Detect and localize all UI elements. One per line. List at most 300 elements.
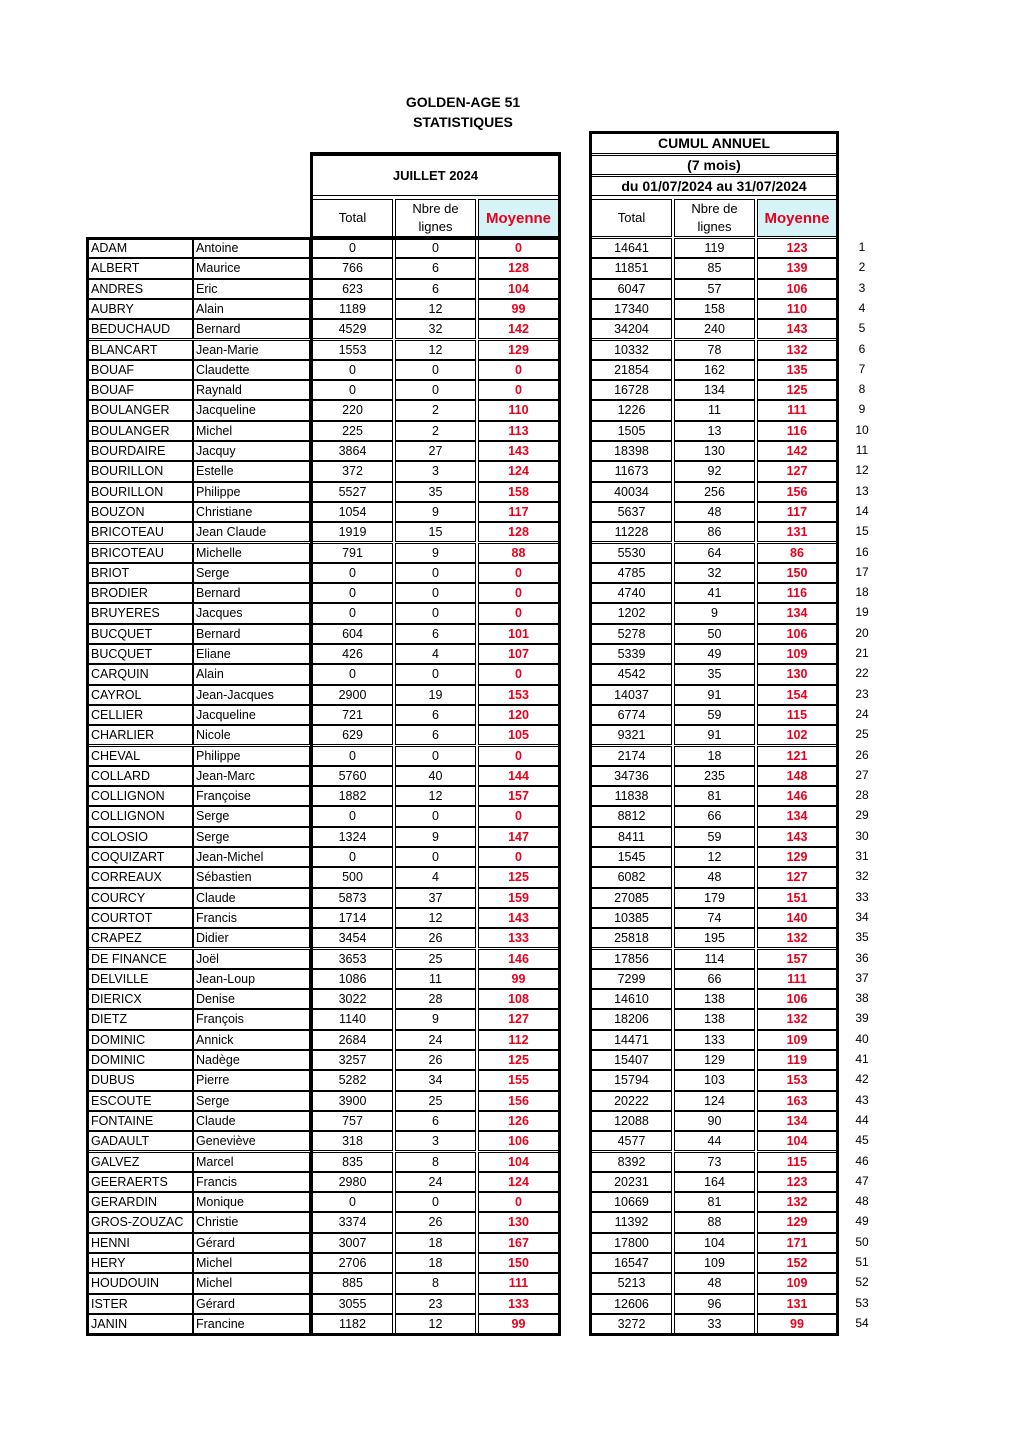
row-number: 6 (858, 341, 866, 356)
cumul-moyenne-cell: 134 (757, 1111, 837, 1131)
month-total-cell: 0 (312, 664, 393, 684)
month-moyenne-header: Moyenne (478, 199, 559, 237)
prenom-cell: Jean-Marc (193, 766, 310, 786)
month-lignes-cell: 0 (395, 664, 476, 684)
cumul-lignes-cell: 59 (674, 705, 755, 725)
cumul-moyenne-cell: 157 (757, 949, 837, 969)
prenom-cell: Didier (193, 928, 310, 948)
cumul-total-cell: 9321 (591, 725, 672, 745)
cumul-moyenne-cell: 109 (757, 1030, 837, 1050)
nom-cell: CARQUIN (88, 664, 193, 684)
month-lignes-cell: 2 (395, 400, 476, 420)
table-row (0, 705, 1024, 725)
month-moyenne-cell: 142 (478, 319, 559, 339)
nom-cell: DOMINIC (88, 1050, 193, 1070)
cumul-moyenne-cell: 109 (757, 644, 837, 664)
cumul-moyenne-cell: 129 (757, 1212, 837, 1232)
month-total-cell: 3900 (312, 1091, 393, 1111)
prenom-cell: Gérard (193, 1294, 310, 1314)
cumul-total-cell: 20231 (591, 1172, 672, 1192)
month-moyenne-cell: 0 (478, 1192, 559, 1212)
cumul-lignes-cell: 164 (674, 1172, 755, 1192)
cumul-moyenne-cell: 148 (757, 766, 837, 786)
month-total-cell: 5527 (312, 482, 393, 502)
cumul-moyenne-cell: 130 (757, 664, 837, 684)
nom-cell: HOUDOUIN (88, 1273, 193, 1293)
month-moyenne-cell: 112 (478, 1030, 559, 1050)
cumul-total-cell: 18398 (591, 441, 672, 461)
month-moyenne-cell: 105 (478, 725, 559, 745)
month-lignes-cell: 0 (395, 360, 476, 380)
prenom-cell: Monique (193, 1192, 310, 1212)
month-moyenne-cell: 133 (478, 1294, 559, 1314)
nom-cell: COURCY (88, 888, 193, 908)
table-row (0, 522, 1024, 542)
month-moyenne-cell: 150 (478, 1253, 559, 1273)
prenom-cell: Eliane (193, 644, 310, 664)
table-row (0, 1009, 1024, 1029)
table-row (0, 949, 1024, 969)
row-number: 14 (855, 503, 869, 518)
row-number: 20 (855, 625, 869, 640)
month-lignes-cell: 9 (395, 1009, 476, 1029)
cumul-lignes-cell: 50 (674, 624, 755, 644)
month-total-cell: 1324 (312, 827, 393, 847)
cumul-total-cell: 27085 (591, 888, 672, 908)
cumul-moyenne-cell: 131 (757, 1294, 837, 1314)
table-row (0, 1212, 1024, 1232)
prenom-cell: Estelle (193, 461, 310, 481)
nom-cell: CHARLIER (88, 725, 193, 745)
nom-cell: BRICOTEAU (88, 522, 193, 542)
nom-cell: BOURDAIRE (88, 441, 193, 461)
month-total-cell: 623 (312, 279, 393, 299)
cumul-moyenne-cell: 111 (757, 400, 837, 420)
nom-cell: BOURILLON (88, 461, 193, 481)
prenom-cell: Philippe (193, 746, 310, 766)
nom-cell: DELVILLE (88, 969, 193, 989)
row-number: 50 (855, 1234, 869, 1249)
nom-cell: GEERAERTS (88, 1172, 193, 1192)
row-number: 53 (855, 1295, 869, 1310)
row-number: 46 (855, 1153, 869, 1168)
month-moyenne-cell: 0 (478, 563, 559, 583)
prenom-cell: Geneviève (193, 1131, 310, 1151)
month-moyenne-cell: 0 (478, 746, 559, 766)
month-moyenne-cell: 128 (478, 258, 559, 278)
cumul-moyenne-cell: 163 (757, 1091, 837, 1111)
month-total-cell: 3055 (312, 1294, 393, 1314)
prenom-cell: Gérard (193, 1233, 310, 1253)
month-total-cell: 2900 (312, 685, 393, 705)
cumul-total-cell: 10385 (591, 908, 672, 928)
cumul-lignes-cell: 44 (674, 1131, 755, 1151)
month-moyenne-cell: 147 (478, 827, 559, 847)
nom-cell: COQUIZART (88, 847, 193, 867)
row-number: 34 (855, 909, 869, 924)
row-number: 48 (855, 1194, 869, 1209)
month-lignes-cell: 12 (395, 299, 476, 319)
row-number: 12 (855, 463, 869, 478)
cumul-moyenne-cell: 110 (757, 299, 837, 319)
table-row (0, 400, 1024, 420)
cumul-lignes-cell: 85 (674, 258, 755, 278)
cumul-lignes-cell: 66 (674, 969, 755, 989)
cumul-moyenne-cell: 104 (757, 1131, 837, 1151)
prenom-cell: Michel (193, 1253, 310, 1273)
month-moyenne-cell: 127 (478, 1009, 559, 1029)
month-lignes-cell: 32 (395, 319, 476, 339)
month-total-cell: 2980 (312, 1172, 393, 1192)
cumul-total-cell: 11838 (591, 786, 672, 806)
prenom-cell: Bernard (193, 583, 310, 603)
row-number: 47 (855, 1173, 869, 1188)
month-total-cell: 3007 (312, 1233, 393, 1253)
cumul-lignes-cell: 104 (674, 1233, 755, 1253)
month-lignes-cell: 25 (395, 949, 476, 969)
row-number: 45 (855, 1133, 869, 1148)
row-number: 32 (855, 869, 869, 884)
month-lignes-cell: 26 (395, 928, 476, 948)
table-row (0, 380, 1024, 400)
cumul-lignes-cell: 66 (674, 806, 755, 826)
table-row (0, 1152, 1024, 1172)
table-row (0, 482, 1024, 502)
row-number: 28 (855, 788, 869, 803)
month-total-cell: 2684 (312, 1030, 393, 1050)
nom-cell: ANDRES (88, 279, 193, 299)
month-lignes-header (395, 199, 476, 237)
month-total-cell: 757 (312, 1111, 393, 1131)
month-lignes-cell: 6 (395, 705, 476, 725)
table-row (0, 1111, 1024, 1131)
month-moyenne-cell: 0 (478, 664, 559, 684)
cumul-moyenne-cell: 146 (757, 786, 837, 806)
month-moyenne-cell: 157 (478, 786, 559, 806)
nom-cell: DE FINANCE (88, 949, 193, 969)
month-lignes-cell: 12 (395, 908, 476, 928)
month-moyenne-cell: 125 (478, 867, 559, 887)
cumul-total-cell: 16728 (591, 380, 672, 400)
cumul-total-cell: 1545 (591, 847, 672, 867)
month-lignes-cell: 24 (395, 1172, 476, 1192)
cumul-total-cell: 5530 (591, 543, 672, 563)
cumul-lignes-cell: 73 (674, 1152, 755, 1172)
month-lignes-cell: 15 (395, 522, 476, 542)
month-lignes-cell: 25 (395, 1091, 476, 1111)
cumul-total-cell: 1202 (591, 603, 672, 623)
table-row (0, 502, 1024, 522)
month-moyenne-cell: 101 (478, 624, 559, 644)
month-total-cell: 1054 (312, 502, 393, 522)
table-row (0, 766, 1024, 786)
month-total-cell: 225 (312, 421, 393, 441)
table-row (0, 461, 1024, 481)
prenom-cell: Denise (193, 989, 310, 1009)
month-moyenne-cell: 104 (478, 279, 559, 299)
row-number: 15 (855, 524, 869, 539)
cumul-total-cell: 5637 (591, 502, 672, 522)
nom-cell: BUCQUET (88, 624, 193, 644)
nom-cell: COLLIGNON (88, 806, 193, 826)
row-number: 17 (855, 564, 869, 579)
cumul-moyenne-cell: 135 (757, 360, 837, 380)
table-row (0, 360, 1024, 380)
prenom-cell: Christie (193, 1212, 310, 1232)
cumul-lignes-cell: 59 (674, 827, 755, 847)
cumul-moyenne-cell: 123 (757, 238, 837, 258)
row-number: 9 (858, 402, 866, 417)
cumul-lignes-cell: 129 (674, 1050, 755, 1070)
month-total-cell: 3257 (312, 1050, 393, 1070)
cumul-total-cell: 11673 (591, 461, 672, 481)
table-row (0, 340, 1024, 360)
prenom-cell: Jean-Marie (193, 340, 310, 360)
cumul-total-cell: 4785 (591, 563, 672, 583)
cumul-total-cell: 12606 (591, 1294, 672, 1314)
cumul-moyenne-cell: 143 (757, 319, 837, 339)
prenom-cell: Serge (193, 806, 310, 826)
month-moyenne-cell: 88 (478, 543, 559, 563)
month-total-cell: 3454 (312, 928, 393, 948)
row-number: 49 (855, 1214, 869, 1229)
row-number: 52 (855, 1275, 869, 1290)
cumul-total-cell: 17340 (591, 299, 672, 319)
month-total-cell: 0 (312, 806, 393, 826)
prenom-cell: Serge (193, 827, 310, 847)
cumul-total-cell: 25818 (591, 928, 672, 948)
table-row (0, 1030, 1024, 1050)
row-number: 31 (855, 849, 869, 863)
nom-cell: BRIOT (88, 563, 193, 583)
month-lignes-cell: 0 (395, 806, 476, 826)
cumul-total-cell: 8392 (591, 1152, 672, 1172)
month-lignes-cell: 6 (395, 279, 476, 299)
row-number: 8 (858, 382, 866, 397)
cumul-moyenne-cell: 132 (757, 928, 837, 948)
nom-cell: COLOSIO (88, 827, 193, 847)
month-moyenne-cell: 143 (478, 441, 559, 461)
month-total-cell: 0 (312, 563, 393, 583)
cumul-lignes-cell: 90 (674, 1111, 755, 1131)
cumul-lignes-cell: 32 (674, 563, 755, 583)
row-number: 5 (858, 321, 866, 336)
prenom-cell: Annick (193, 1030, 310, 1050)
row-number: 42 (855, 1072, 869, 1087)
cumul-total-cell: 21854 (591, 360, 672, 380)
month-moyenne-cell: 117 (478, 502, 559, 522)
cumul-total-cell: 6774 (591, 705, 672, 725)
cumul-lignes-cell: 64 (674, 543, 755, 563)
month-total-cell: 766 (312, 258, 393, 278)
table-row (0, 1131, 1024, 1151)
month-moyenne-cell: 155 (478, 1070, 559, 1090)
month-lignes-cell: 8 (395, 1152, 476, 1172)
month-lignes-cell: 6 (395, 1111, 476, 1131)
table-row (0, 867, 1024, 887)
month-total-cell: 0 (312, 238, 393, 258)
table-row (0, 563, 1024, 583)
cumul-lignes-cell: 91 (674, 725, 755, 745)
cumul-moyenne-cell: 106 (757, 989, 837, 1009)
table-row (0, 1070, 1024, 1090)
table-row (0, 583, 1024, 603)
month-moyenne-cell: 111 (478, 1273, 559, 1293)
cumul-moyenne-cell: 111 (757, 969, 837, 989)
nom-cell: BUCQUET (88, 644, 193, 664)
cumul-lignes-cell: 138 (674, 989, 755, 1009)
month-total-cell: 4529 (312, 319, 393, 339)
month-moyenne-cell: 128 (478, 522, 559, 542)
month-moyenne-cell: 0 (478, 806, 559, 826)
cumul-moyenne-cell: 156 (757, 482, 837, 502)
prenom-cell: Maurice (193, 258, 310, 278)
prenom-cell: Philippe (193, 482, 310, 502)
cumul-lignes-cell: 195 (674, 928, 755, 948)
cumul-lignes-cell: 41 (674, 583, 755, 603)
nom-cell: BRUYERES (88, 603, 193, 623)
cumul-moyenne-cell: 127 (757, 867, 837, 887)
month-lignes-cell: 2 (395, 421, 476, 441)
month-total-cell: 835 (312, 1152, 393, 1172)
cumul-total-cell: 4740 (591, 583, 672, 603)
table-row (0, 664, 1024, 684)
table-row (0, 989, 1024, 1009)
month-moyenne-cell: 0 (478, 380, 559, 400)
prenom-cell: Claudette (193, 360, 310, 380)
table-row (0, 441, 1024, 461)
month-header: JUILLET 2024 (312, 155, 559, 196)
nom-cell: BOULANGER (88, 400, 193, 420)
month-total-cell: 885 (312, 1273, 393, 1293)
month-total-cell: 1189 (312, 299, 393, 319)
cumul-lignes-cell: 88 (674, 1212, 755, 1232)
month-total-cell: 5282 (312, 1070, 393, 1090)
cumul-total-cell: 11392 (591, 1212, 672, 1232)
cumul-lignes-cell: 81 (674, 1192, 755, 1212)
cumul-moyenne-cell: 106 (757, 624, 837, 644)
table-row (0, 644, 1024, 664)
cumul-lignes-cell: 162 (674, 360, 755, 380)
cumul-moyenne-cell: 102 (757, 725, 837, 745)
nom-cell: BOUAF (88, 380, 193, 400)
prenom-cell: Serge (193, 563, 310, 583)
month-lignes-cell: 27 (395, 441, 476, 461)
month-moyenne-cell: 110 (478, 400, 559, 420)
month-lignes-cell: 4 (395, 644, 476, 664)
cumul-total-cell: 16547 (591, 1253, 672, 1273)
month-lignes-cell: 6 (395, 725, 476, 745)
month-total-cell: 3374 (312, 1212, 393, 1232)
cumul-moyenne-cell: 132 (757, 1192, 837, 1212)
nom-cell: GROS-ZOUZAC (88, 1212, 193, 1232)
nom-cell: BRODIER (88, 583, 193, 603)
month-lignes-cell: 37 (395, 888, 476, 908)
cumul-lignes-cell: 91 (674, 685, 755, 705)
row-number: 54 (855, 1315, 869, 1330)
month-total-cell: 604 (312, 624, 393, 644)
cumul-total-cell: 6047 (591, 279, 672, 299)
month-total-cell: 1553 (312, 340, 393, 360)
document-subtitle: STATISTIQUES (413, 114, 513, 130)
prenom-cell: Alain (193, 299, 310, 319)
month-moyenne-cell: 153 (478, 685, 559, 705)
prenom-cell: Serge (193, 1091, 310, 1111)
cumul-total-cell: 3272 (591, 1314, 672, 1334)
month-moyenne-cell: 0 (478, 847, 559, 867)
nom-cell: GADAULT (88, 1131, 193, 1151)
nom-cell: DUBUS (88, 1070, 193, 1090)
cumul-moyenne-cell: 142 (757, 441, 837, 461)
row-number: 22 (855, 666, 869, 681)
month-moyenne-cell: 104 (478, 1152, 559, 1172)
nom-cell: DIETZ (88, 1009, 193, 1029)
month-lignes-cell: 40 (395, 766, 476, 786)
month-total-cell: 5760 (312, 766, 393, 786)
month-total-cell: 3653 (312, 949, 393, 969)
cumul-lignes-cell: 78 (674, 340, 755, 360)
month-moyenne-cell: 159 (478, 888, 559, 908)
cumul-total-cell: 1226 (591, 400, 672, 420)
cumul-moyenne-cell: 132 (757, 340, 837, 360)
cumul-lignes-cell: 48 (674, 1273, 755, 1293)
month-total-cell: 1086 (312, 969, 393, 989)
table-row (0, 1273, 1024, 1293)
table-row (0, 888, 1024, 908)
month-moyenne-cell: 108 (478, 989, 559, 1009)
table-row (0, 1233, 1024, 1253)
month-lignes-cell: 0 (395, 1192, 476, 1212)
cumul-total-cell: 1505 (591, 421, 672, 441)
prenom-cell: Francine (193, 1314, 310, 1334)
month-moyenne-cell: 0 (478, 360, 559, 380)
month-lignes-cell: 0 (395, 380, 476, 400)
month-lignes-cell: 28 (395, 989, 476, 1009)
month-moyenne-cell: 124 (478, 461, 559, 481)
month-lignes-cell: 0 (395, 238, 476, 258)
cumul-total-header: Total (591, 199, 672, 237)
row-number: 39 (855, 1011, 869, 1026)
cumul-moyenne-cell: 125 (757, 380, 837, 400)
month-moyenne-cell: 120 (478, 705, 559, 725)
table-row (0, 279, 1024, 299)
month-lignes-cell: 4 (395, 867, 476, 887)
month-moyenne-cell: 107 (478, 644, 559, 664)
month-total-cell: 0 (312, 1192, 393, 1212)
prenom-cell: Nadège (193, 1050, 310, 1070)
month-moyenne-cell: 125 (478, 1050, 559, 1070)
month-lignes-cell: 8 (395, 1273, 476, 1293)
month-total-cell: 2706 (312, 1253, 393, 1273)
nbre-label: Nbre de (691, 201, 738, 216)
cumul-total-cell: 11228 (591, 522, 672, 542)
table-row (0, 685, 1024, 705)
month-lignes-cell: 12 (395, 786, 476, 806)
month-total-cell: 0 (312, 380, 393, 400)
cumul-date-range: du 01/07/2024 au 31/07/2024 (591, 176, 837, 196)
cumul-moyenne-cell: 131 (757, 522, 837, 542)
cumul-total-cell: 18206 (591, 1009, 672, 1029)
month-lignes-cell: 0 (395, 847, 476, 867)
row-number: 25 (855, 727, 869, 742)
month-lignes-cell: 12 (395, 1314, 476, 1334)
cumul-moyenne-cell: 134 (757, 603, 837, 623)
month-total-cell: 1182 (312, 1314, 393, 1334)
row-number: 19 (855, 605, 869, 620)
table-row (0, 543, 1024, 563)
cumul-lignes-cell: 235 (674, 766, 755, 786)
row-number: 10 (855, 422, 869, 437)
